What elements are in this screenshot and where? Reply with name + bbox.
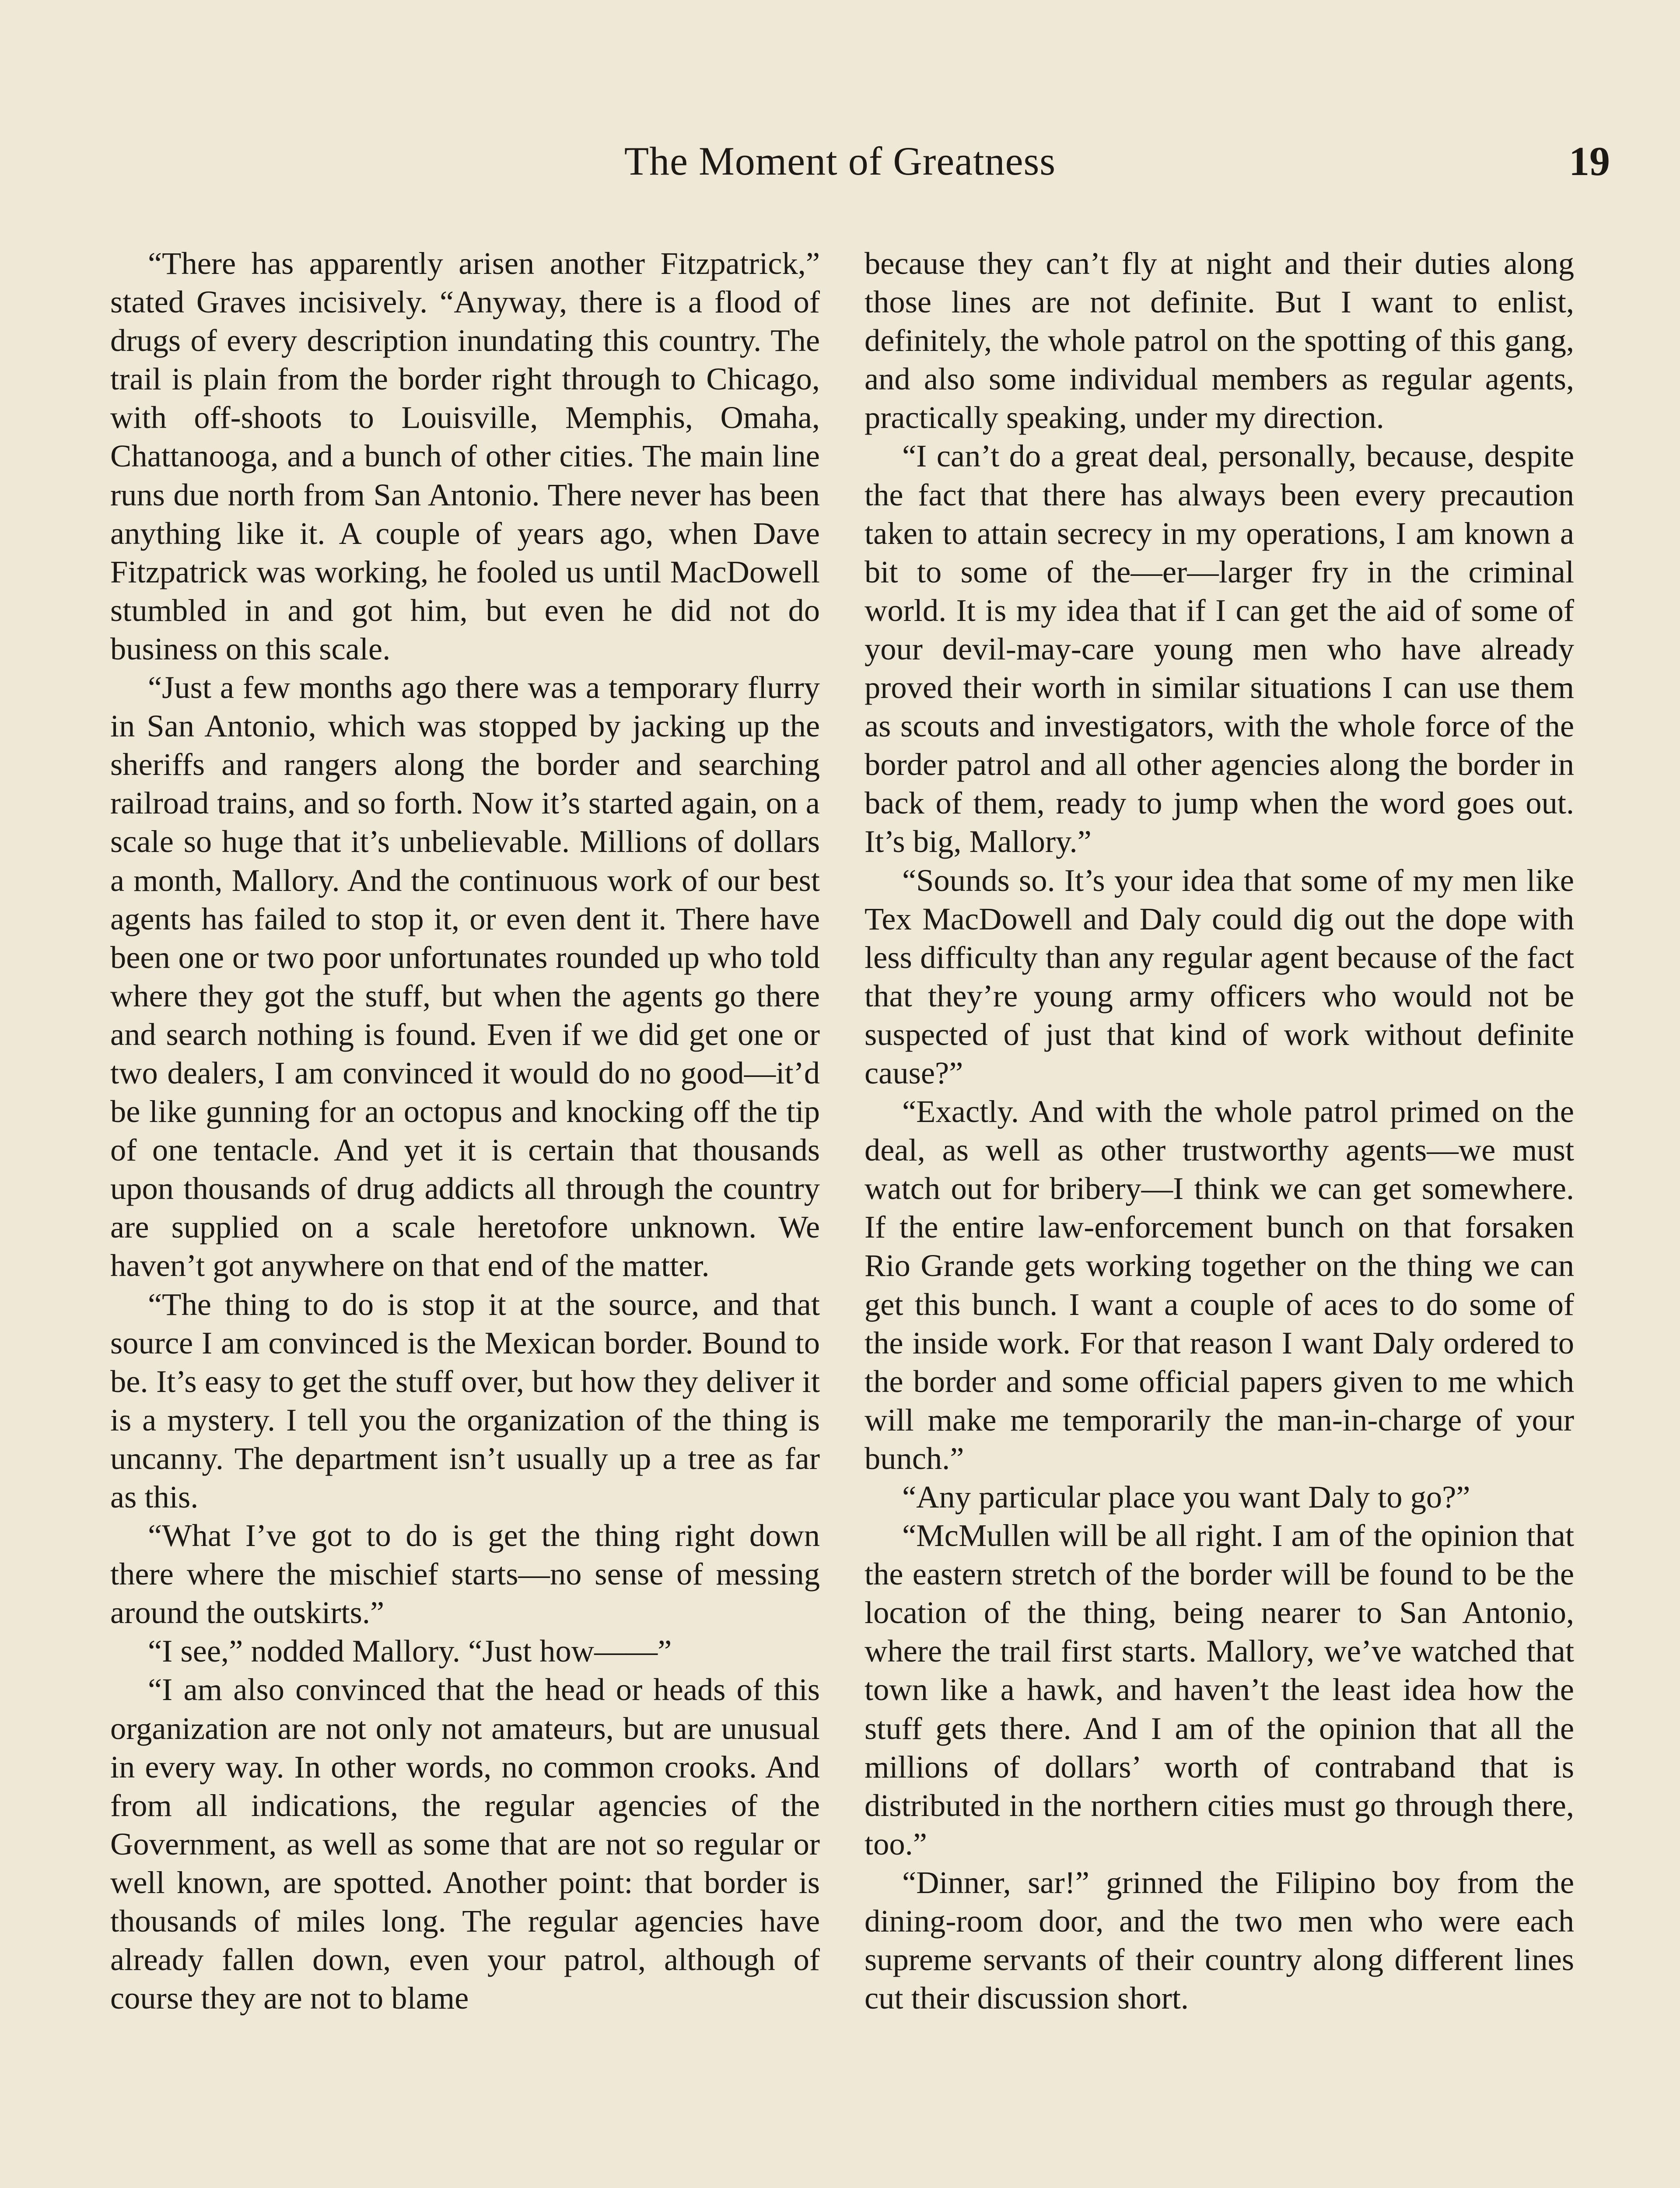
page-number: 19 — [1569, 139, 1610, 184]
paragraph: “Any particular place you want Daly to go?” — [902, 1479, 1470, 1515]
paragraph: “What I’ve got to do is get the thing right down there where the mischief starts—no sense of messing around the outskirts.” — [110, 1518, 820, 1630]
paragraph: because they can’t fly at night and their duties along those lines are not definite. But I want to enlist, definitely, the whole patrol on the spotting of this gang, and also some individual members as regular agents, practically speaking, under my direction. — [864, 245, 1574, 435]
right-column — [864, 244, 1574, 2188]
paragraph: “I can’t do a great deal, personally, because, despite the fact that there has always been every precaution taken to attain secrecy in my operations, I am known a bit to some of the—er—larger fry in the criminal world. It is my idea that if I can get the aid of some of your devil-may-care young men who have already proved their worth in similar situations I can use them as scouts and investigators, with the whole force of the border patrol and all other agencies along the border in back of them, ready to jump when the word goes out. It’s big, Mallory.” — [864, 438, 1574, 859]
running-title: The Moment of Greatness — [624, 139, 1056, 183]
paragraph: “McMullen will be all right. I am of the opinion that the eastern stretch of the border will be found to be the location of the thing, being nearer to San Antonio, where the trail first starts. Mallory, we’ve watched that town like a hawk, and haven’t the least idea how the stuff gets there. And I am of the opinion that all the millions of dollars’ worth of contraband that is distributed in the northern cities must go through there, too.” — [864, 1518, 1574, 1862]
paragraph: “Exactly. And with the whole patrol primed on the deal, as well as other trustworthy agents—we must watch out for bribery—I think we can get somewhere. If the entire law-enforcement bunch on that forsaken Rio Grande gets working together on the thing we can get this bunch. I want a couple of aces to do some of the inside work. For that reason I want Daly ordered to the border and some official papers given to me which will make me temporarily the man-in-charge of your bunch.” — [864, 1094, 1574, 1476]
paragraph: “Dinner, sar!” grinned the Filipino boy from the dining-room door, and the two men who were each supreme servants of their country along different lines cut their discussion short. — [864, 1864, 1574, 2016]
paragraph: “There has apparently arisen another Fitzpatrick,” stated Graves incisively. “Anyway, there is a flood of drugs of every description inundating this country. The trail is plain from the border right through to Chicago, with off-shoots to Louisville, Memphis, Omaha, Chattanooga, and a bunch of other cities. The main line runs due north from San Antonio. There never has been anything like it. A couple of years ago, when Dave Fitzpatrick was working, he fooled us until MacDowell stumbled in and got him, but even he did not do business on this scale. — [110, 245, 820, 666]
paragraph: “The thing to do is stop it at the source, and that source I am convinced is the Mexican border. Bound to be. It’s easy to get the stuff over, but how they deliver it is a mystery. I tell you the organization of the thing is uncanny. The department isn’t usually up a tree as far as this. — [110, 1286, 820, 1515]
paragraph: “I am also convinced that the head or heads of this organization are not only not amateurs, but are unusual in every way. In other words, no common crooks. And from all indications, the regular agencies of the Government, as well as some that are not so regular or well known, are spotted. Another point: that border is thousands of miles long. The regular agencies have already fallen down, even your patrol, although of course they are not to blame — [110, 1672, 820, 2016]
left-column — [110, 244, 820, 2188]
paragraph: “Sounds so. It’s your idea that some of my men like Tex MacDowell and Daly could dig out the dope with less difficulty than any regular agent because of the fact that they’re young army officers who would not be suspected of just that kind of work without definite cause?” — [864, 862, 1574, 1090]
paragraph: “I see,” nodded Mallory. “Just how——” — [148, 1633, 672, 1669]
paragraph: “Just a few months ago there was a temporary flurry in San Antonio, which was stopped by jacking up the sheriffs and rangers along the border and searching railroad trains, and so forth. Now it’s started again, on a scale so huge that it’s unbelievable. Millions of dollars a month, Mallory. And the continuous work of our best agents has failed to stop it, or even dent it. There have been one or two poor unfortunates rounded up who told where they got the stuff, but when the agents go there and search nothing is found. Even if we did get one or two dealers, I am convinced it would do no good—it’d be like gunning for an octopus and knocking off the tip of one tentacle. And yet it is certain that thousands upon thousands of drug addicts all through the country are supplied on a scale heretofore unknown. We haven’t got anywhere on that end of the matter. — [110, 670, 820, 1283]
